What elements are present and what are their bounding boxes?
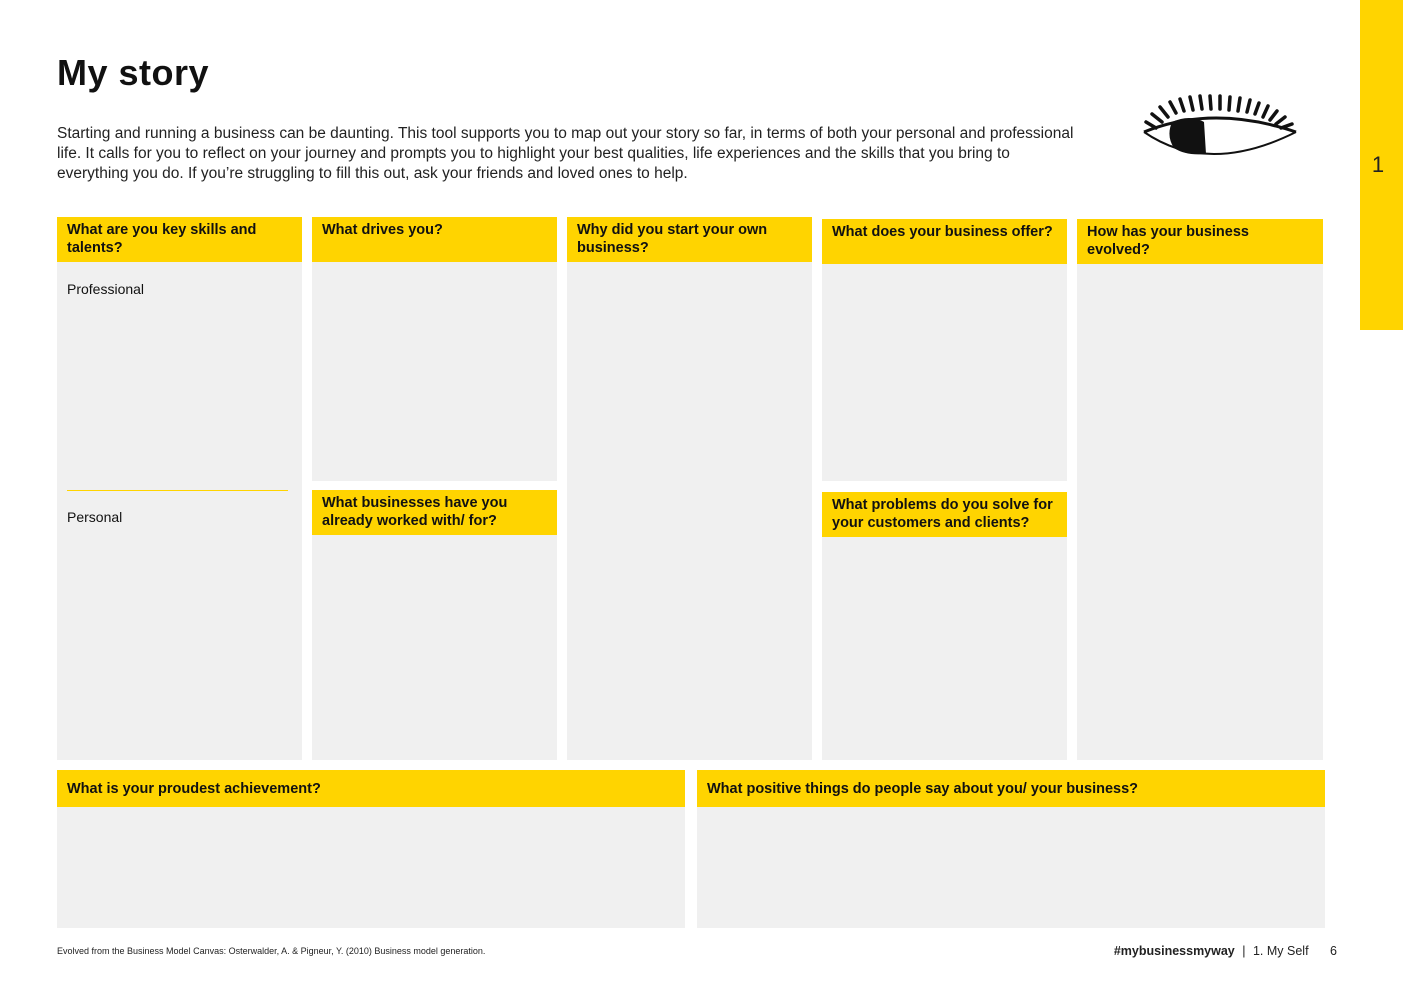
panel-why-start-heading: Why did you start your own business? [567, 217, 812, 262]
footer-separator: | [1242, 944, 1246, 958]
panel-positive-heading: What positive things do people say about you/ your business? [697, 770, 1325, 807]
footer-hashtag: #mybusinessmyway [1113, 944, 1235, 958]
section-divider [67, 490, 288, 491]
panel-key-skills-heading: What are you key skills and talents? [57, 217, 302, 262]
panel-proudest-heading: What is your proudest achievement? [57, 770, 685, 807]
panel-business-offer[interactable] [822, 219, 1067, 481]
page-title: My story [57, 52, 210, 93]
panel-key-skills[interactable] [57, 217, 302, 760]
panel-evolved-heading: How has your business evolved? [1077, 219, 1323, 264]
personal-label: Personal [67, 509, 123, 525]
panel-drives-heading: What drives you? [312, 217, 557, 262]
panel-offer-heading: What does your business offer? [822, 219, 1067, 264]
footer-page-number: 6 [1330, 944, 1337, 958]
footer-section: 1. My Self [1252, 944, 1309, 958]
panel-problems-solved[interactable] [822, 492, 1067, 760]
panel-businesses-heading: What businesses have you already worked with/ for? [312, 490, 557, 535]
panel-business-evolved[interactable] [1077, 219, 1323, 760]
panel-proudest-achievement[interactable] [57, 770, 685, 928]
panel-drives[interactable] [312, 217, 557, 481]
panel-positive-feedback[interactable] [697, 770, 1325, 928]
panel-businesses-worked-with[interactable] [312, 490, 557, 760]
intro-text: Starting and running a business can be daunting. This tool supports you to map out your story so far, in terms of both your personal and professional life. It calls for you to reflect on your journey and prompts you to highlight your best qualities, life experiences and the skills that you bring to everything you do. If you’re struggling to fill this out, ask your friends and loved ones to help. [57, 125, 1074, 182]
professional-label: Professional [67, 281, 145, 297]
panel-problems-heading: What problems do you solve for your customers and clients? [822, 492, 1067, 537]
eye-icon [1138, 92, 1303, 162]
section-number: 1 [1371, 152, 1385, 177]
panel-why-start[interactable] [567, 217, 812, 760]
footer-meta [1114, 944, 1337, 958]
footer-citation: Evolved from the Business Model Canvas: Osterwalder, A. & Pigneur, Y. (2010) Business model generation. [57, 946, 486, 956]
